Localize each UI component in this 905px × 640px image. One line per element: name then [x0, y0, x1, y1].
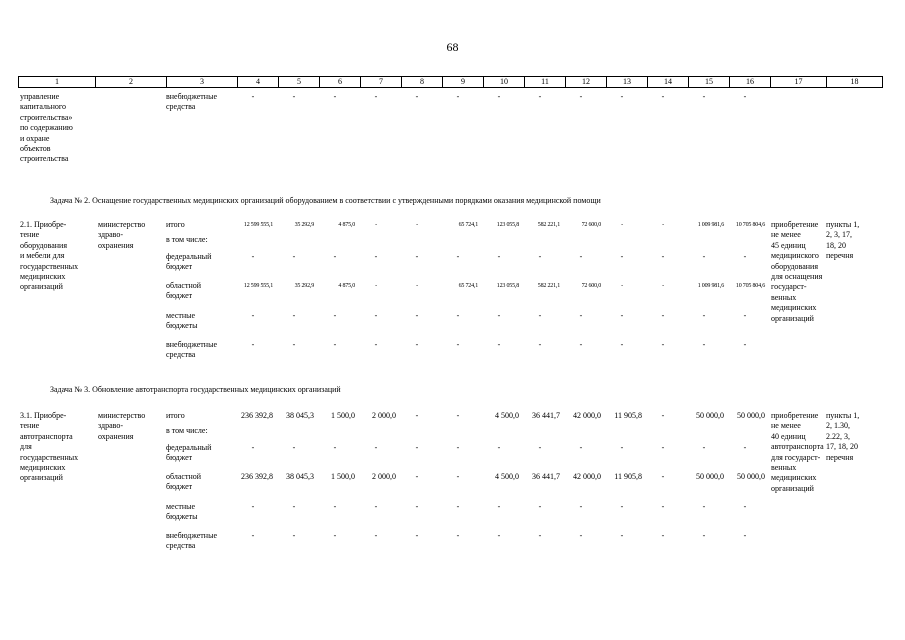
row-label-offbudget-line: внебюджетные: [166, 92, 217, 101]
block3-local-col-5: -: [292, 502, 296, 511]
block3-plan-points-line: пункты 1,: [826, 411, 860, 420]
block3-total-col-15: 50 000,0: [696, 411, 724, 420]
block3-federal-col-13: -: [620, 443, 624, 452]
block2-expected-result-line: приобретение: [771, 220, 819, 229]
block3-total-col-4: 236 392,8: [241, 411, 273, 420]
block0-offbudget-col-13: -: [620, 92, 624, 101]
block2-row-federal-line: федеральный: [166, 252, 212, 261]
column-number-2: 2: [96, 77, 167, 88]
block3-expected-result-line: автотранспорта: [771, 442, 824, 452]
block2-row-local-line: местные: [166, 311, 196, 320]
block3-regional-col-13: 11 905,8: [614, 472, 642, 481]
block0-offbudget-col-8: -: [415, 92, 419, 101]
block3-expected-result-line: 40 единиц: [771, 431, 806, 441]
block3-executor-line: министерство: [98, 411, 146, 420]
block0-offbudget-col-14: -: [661, 92, 665, 101]
continued-measure-name-line: строительства»: [20, 112, 73, 122]
block2-expected-result-line: медицинского: [771, 251, 819, 261]
block2-local-col-6: -: [333, 311, 337, 320]
block3-row-federal: [166, 443, 211, 464]
block3-regional-col-6: 1 500,0: [331, 472, 355, 481]
block2-plan-points-line: перечня: [826, 251, 854, 261]
block3-local-col-13: -: [620, 502, 624, 511]
block2-regional-col-12: 72 600,0: [581, 283, 601, 289]
block2-federal-col-7: -: [374, 252, 378, 261]
block3-federal-col-5: -: [292, 443, 296, 452]
block2-total-col-6: 4 875,0: [338, 222, 355, 228]
block3-regional-col-8: -: [415, 472, 419, 481]
block2-federal-col-5: -: [292, 252, 296, 261]
block2-offbudget-col-4: -: [251, 340, 255, 349]
block2-offbudget-col-7: -: [374, 340, 378, 349]
block3-plan-points: [826, 411, 859, 463]
block3-row-offbudget-line: средства: [166, 541, 196, 551]
block3-offbudget-col-11: -: [538, 531, 542, 540]
block2-regional-col-15: 1 009 981,6: [697, 283, 724, 289]
block3-measure-name-line: государственных: [20, 452, 79, 462]
block3-row-regional-line: областной: [166, 472, 202, 481]
block2-executor: [98, 220, 145, 251]
row-label-offbudget-line: средства: [166, 102, 196, 112]
block3-row-offbudget-line: внебюджетные: [166, 531, 217, 540]
column-number-9: 9: [443, 77, 484, 88]
block2-regional-col-13: -: [621, 283, 623, 289]
block2-federal-col-16: -: [743, 252, 747, 261]
block2-local-col-9: -: [456, 311, 460, 320]
block2-row-regional-line: областной: [166, 281, 202, 290]
block2-federal-col-11: -: [538, 252, 542, 261]
block3-federal-col-11: -: [538, 443, 542, 452]
block3-local-col-15: -: [702, 502, 706, 511]
block2-federal-col-9: -: [456, 252, 460, 261]
block3-offbudget-col-9: -: [456, 531, 460, 540]
block2-regional-col-16: 10 705 804,6: [735, 283, 765, 289]
block2-total-col-12: 72 600,0: [581, 222, 601, 228]
block3-offbudget-col-5: -: [292, 531, 296, 540]
block3-federal-col-8: -: [415, 443, 419, 452]
block2-local-col-8: -: [415, 311, 419, 320]
block2-row-including: в том числе:: [166, 235, 208, 244]
block3-offbudget-col-15: -: [702, 531, 706, 540]
block3-row-federal-line: федеральный: [166, 443, 212, 452]
block2-federal-col-13: -: [620, 252, 624, 261]
block3-local-col-12: -: [579, 502, 583, 511]
block2-local-col-4: -: [251, 311, 255, 320]
block2-total-col-13: -: [621, 222, 623, 228]
block3-regional-col-5: 38 045,3: [286, 472, 314, 481]
block2-federal-col-12: -: [579, 252, 583, 261]
block2-total-col-15: 1 009 981,6: [697, 222, 724, 228]
block3-total-col-9: -: [456, 411, 460, 420]
block2-offbudget-col-6: -: [333, 340, 337, 349]
block2-offbudget-col-13: -: [620, 340, 624, 349]
continued-measure-name-line: капитального: [20, 102, 66, 112]
block2-total-col-8: -: [416, 222, 418, 228]
block3-expected-result-line: приобретение: [771, 411, 819, 420]
block2-offbudget-col-16: -: [743, 340, 747, 349]
block2-expected-result-line: государст-: [771, 282, 807, 292]
block2-row-offbudget-line: средства: [166, 350, 196, 360]
block3-regional-col-7: 2 000,0: [372, 472, 396, 481]
block2-regional-col-5: 35 292,9: [294, 283, 314, 289]
block3-local-col-16: -: [743, 502, 747, 511]
block3-local-col-14: -: [661, 502, 665, 511]
column-number-14: 14: [648, 77, 689, 88]
column-number-3: 3: [167, 77, 238, 88]
block2-row-local: [166, 311, 198, 332]
block2-local-col-7: -: [374, 311, 378, 320]
block3-local-col-8: -: [415, 502, 419, 511]
block3-regional-col-14: -: [661, 472, 665, 481]
block2-row-total: итого: [166, 220, 185, 229]
block2-executor-line: здраво-: [98, 230, 124, 240]
block2-local-col-13: -: [620, 311, 624, 320]
block3-measure-name-line: автотранспорта: [20, 431, 73, 441]
block2-row-federal: [166, 252, 211, 273]
continued-measure-name-line: по содержанию: [20, 123, 73, 133]
block2-total-col-14: -: [662, 222, 664, 228]
block2-offbudget-col-8: -: [415, 340, 419, 349]
column-number-16: 16: [730, 77, 771, 88]
block3-offbudget-col-13: -: [620, 531, 624, 540]
block3-row-regional: [166, 472, 201, 493]
block3-executor-line: здраво-: [98, 421, 124, 431]
column-number-11: 11: [525, 77, 566, 88]
block2-local-col-15: -: [702, 311, 706, 320]
block3-offbudget-col-7: -: [374, 531, 378, 540]
block2-executor-line: министерство: [98, 220, 146, 229]
block0-offbudget-col-12: -: [579, 92, 583, 101]
block3-plan-points-line: 2, 1.30,: [826, 421, 850, 431]
block2-total-col-10: 123 055,8: [496, 222, 519, 228]
block3-federal-col-15: -: [702, 443, 706, 452]
block2-local-col-11: -: [538, 311, 542, 320]
block2-total-col-4: 12 599 555,1: [243, 222, 273, 228]
column-number-header: [18, 76, 883, 88]
column-number-13: 13: [607, 77, 648, 88]
block3-row-local: [166, 502, 198, 523]
block3-offbudget-col-6: -: [333, 531, 337, 540]
block2-offbudget-col-15: -: [702, 340, 706, 349]
block2-regional-col-14: -: [662, 283, 664, 289]
block0-offbudget-col-9: -: [456, 92, 460, 101]
column-number-10: 10: [484, 77, 525, 88]
block2-measure-name: [20, 220, 78, 293]
block3-regional-col-11: 36 441,7: [532, 472, 560, 481]
block3-plan-points-line: перечня: [826, 452, 854, 462]
block2-federal-col-4: -: [251, 252, 255, 261]
block2-total-col-7: -: [375, 222, 377, 228]
block3-federal-col-12: -: [579, 443, 583, 452]
block0-offbudget-col-15: -: [702, 92, 706, 101]
row-label-offbudget: [166, 92, 217, 113]
block2-regional-col-8: -: [416, 283, 418, 289]
block2-expected-result-line: медицинских: [771, 303, 817, 313]
block2-local-col-16: -: [743, 311, 747, 320]
block3-total-col-12: 42 000,0: [573, 411, 601, 420]
block3-federal-col-7: -: [374, 443, 378, 452]
block2-expected-result-line: оборудования: [771, 261, 818, 271]
block3-expected-result-line: для государст-: [771, 452, 821, 462]
column-number-5: 5: [279, 77, 320, 88]
block3-local-col-7: -: [374, 502, 378, 511]
block2-measure-name-line: и мебели для: [20, 251, 65, 261]
block2-offbudget-col-11: -: [538, 340, 542, 349]
column-number-17: 17: [771, 77, 827, 88]
block0-offbudget-col-6: -: [333, 92, 337, 101]
block2-expected-result: [771, 220, 822, 324]
column-number-4: 4: [238, 77, 279, 88]
block3-plan-points-line: 17, 18, 20: [826, 442, 858, 452]
block2-total-col-16: 10 705 804,6: [735, 222, 765, 228]
column-number-12: 12: [566, 77, 607, 88]
block2-measure-name-line: государственных: [20, 261, 79, 271]
block3-row-federal-line: бюджет: [166, 453, 193, 463]
block2-offbudget-col-14: -: [661, 340, 665, 349]
block3-regional-col-4: 236 392,8: [241, 472, 273, 481]
block3-plan-points-line: 2.22, 3,: [826, 431, 850, 441]
block3-expected-result-line: организаций: [771, 483, 814, 493]
block2-total-col-9: 65 724,1: [458, 222, 478, 228]
continued-measure-name-line: строительства: [20, 154, 69, 164]
block2-regional-col-10: 123 055,8: [496, 283, 519, 289]
block2-federal-col-10: -: [497, 252, 501, 261]
block3-expected-result-line: венных: [771, 463, 797, 473]
block3-expected-result-line: медицинских: [771, 473, 817, 483]
block2-row-federal-line: бюджет: [166, 262, 193, 272]
block2-expected-result-line: для оснащения: [771, 272, 823, 282]
block2-measure-name-line: 2.1. Приобре-: [20, 220, 67, 229]
block2-regional-col-11: 582 221,1: [537, 283, 560, 289]
block2-offbudget-col-5: -: [292, 340, 296, 349]
block3-regional-col-10: 4 500,0: [495, 472, 519, 481]
block0-offbudget-col-7: -: [374, 92, 378, 101]
block3-total-col-8: -: [415, 411, 419, 420]
column-number-1: 1: [19, 77, 96, 88]
block2-regional-col-7: -: [375, 283, 377, 289]
block2-plan-points-line: пункты 1,: [826, 220, 860, 229]
block3-total-col-6: 1 500,0: [331, 411, 355, 420]
block2-offbudget-col-12: -: [579, 340, 583, 349]
block3-federal-col-4: -: [251, 443, 255, 452]
block2-federal-col-8: -: [415, 252, 419, 261]
block2-federal-col-15: -: [702, 252, 706, 261]
block3-row-local-line: местные: [166, 502, 196, 511]
block3-local-col-6: -: [333, 502, 337, 511]
block2-row-regional-line: бюджет: [166, 291, 193, 301]
block3-offbudget-col-10: -: [497, 531, 501, 540]
block2-local-col-5: -: [292, 311, 296, 320]
block3-offbudget-col-14: -: [661, 531, 665, 540]
block3-row-offbudget: [166, 531, 217, 552]
column-number-18: 18: [827, 77, 883, 88]
block3-local-col-11: -: [538, 502, 542, 511]
block3-federal-col-16: -: [743, 443, 747, 452]
block3-total-col-16: 50 000,0: [737, 411, 765, 420]
block3-federal-col-10: -: [497, 443, 501, 452]
block3-federal-col-14: -: [661, 443, 665, 452]
block3-row-local-line: бюджеты: [166, 512, 198, 522]
block2-total-col-11: 582 221,1: [537, 222, 560, 228]
continued-measure-name-line: и охране: [20, 133, 50, 143]
block3-measure-name-line: медицинских: [20, 463, 66, 473]
continued-measure-name: [20, 92, 73, 165]
block3-row-including: в том числе:: [166, 426, 208, 435]
block2-expected-result-line: не менее: [771, 230, 801, 240]
block3-total-col-10: 4 500,0: [495, 411, 519, 420]
block3-measure-name-line: 3.1. Приобре-: [20, 411, 67, 420]
block0-offbudget-col-10: -: [497, 92, 501, 101]
block2-measure-name-line: медицинских: [20, 272, 66, 282]
block3-offbudget-col-4: -: [251, 531, 255, 540]
block3-federal-col-9: -: [456, 443, 460, 452]
block3-regional-col-12: 42 000,0: [573, 472, 601, 481]
task-3-heading: Задача № 3. Обновление автотранспорта государственных медицинских организаций: [50, 385, 341, 394]
block3-local-col-9: -: [456, 502, 460, 511]
block2-measure-name-line: оборудования: [20, 240, 67, 250]
block2-total-col-5: 35 292,9: [294, 222, 314, 228]
task-2-heading: Задача № 2. Оснащение государственных медицинских организаций оборудованием в соответствии с утвержденными порядками оказания медицинской помощи: [50, 196, 601, 205]
block3-executor: [98, 411, 145, 442]
block3-row-regional-line: бюджет: [166, 482, 193, 492]
block0-offbudget-col-4: -: [251, 92, 255, 101]
column-number-6: 6: [320, 77, 361, 88]
block2-federal-col-6: -: [333, 252, 337, 261]
block2-offbudget-col-10: -: [497, 340, 501, 349]
column-number-7: 7: [361, 77, 402, 88]
block3-regional-col-15: 50 000,0: [696, 472, 724, 481]
block2-local-col-10: -: [497, 311, 501, 320]
block3-total-col-14: -: [661, 411, 665, 420]
block0-offbudget-col-16: -: [743, 92, 747, 101]
block2-local-col-12: -: [579, 311, 583, 320]
block3-local-col-10: -: [497, 502, 501, 511]
block2-plan-points-line: 2, 3, 17,: [826, 230, 852, 240]
continued-measure-name-line: управление: [20, 92, 60, 101]
block2-measure-name-line: тение: [20, 230, 40, 240]
column-number-8: 8: [402, 77, 443, 88]
block3-expected-result-line: не менее: [771, 421, 801, 431]
block0-offbudget-col-5: -: [292, 92, 296, 101]
block2-executor-line: охранения: [98, 240, 134, 250]
block2-measure-name-line: организаций: [20, 282, 63, 292]
block3-measure-name: [20, 411, 78, 484]
block2-row-local-line: бюджеты: [166, 321, 198, 331]
block2-expected-result-line: организаций: [771, 313, 814, 323]
block3-total-col-13: 11 905,8: [614, 411, 642, 420]
block3-offbudget-col-8: -: [415, 531, 419, 540]
block0-offbudget-col-11: -: [538, 92, 542, 101]
block3-executor-line: охранения: [98, 431, 134, 441]
block3-local-col-4: -: [251, 502, 255, 511]
block2-expected-result-line: венных: [771, 292, 797, 302]
block2-plan-points: [826, 220, 859, 262]
block3-measure-name-line: организаций: [20, 473, 63, 483]
block2-plan-points-line: 18, 20: [826, 240, 846, 250]
block3-total-col-5: 38 045,3: [286, 411, 314, 420]
block2-regional-col-9: 65 724,1: [458, 283, 478, 289]
block3-measure-name-line: для: [20, 442, 32, 452]
continued-measure-name-line: объектов: [20, 144, 51, 154]
block2-offbudget-col-9: -: [456, 340, 460, 349]
block3-federal-col-6: -: [333, 443, 337, 452]
block3-total-col-7: 2 000,0: [372, 411, 396, 420]
page-number: 68: [446, 40, 459, 54]
block3-offbudget-col-12: -: [579, 531, 583, 540]
block3-regional-col-16: 50 000,0: [737, 472, 765, 481]
column-number-15: 15: [689, 77, 730, 88]
block3-total-col-11: 36 441,7: [532, 411, 560, 420]
block3-regional-col-9: -: [456, 472, 460, 481]
block2-row-offbudget-line: внебюджетные: [166, 340, 217, 349]
block2-expected-result-line: 45 единиц: [771, 240, 806, 250]
block3-expected-result: [771, 411, 824, 494]
block2-row-offbudget: [166, 340, 217, 361]
block3-measure-name-line: тение: [20, 421, 40, 431]
block3-offbudget-col-16: -: [743, 531, 747, 540]
block2-row-regional: [166, 281, 201, 302]
block2-regional-col-6: 4 875,0: [338, 283, 355, 289]
block2-local-col-14: -: [661, 311, 665, 320]
block3-row-total: итого: [166, 411, 185, 420]
block2-federal-col-14: -: [661, 252, 665, 261]
block2-regional-col-4: 12 599 555,1: [243, 283, 273, 289]
